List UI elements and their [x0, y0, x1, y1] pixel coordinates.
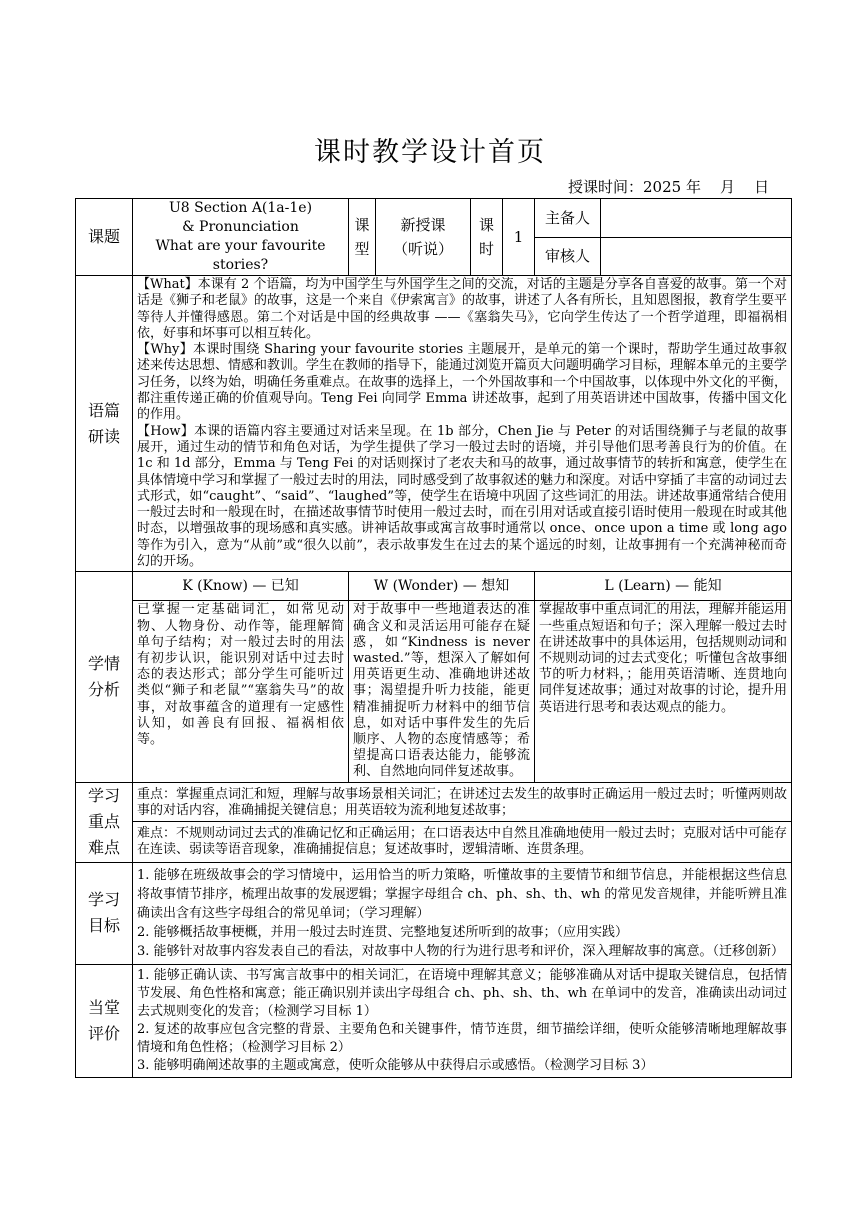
type-value-1: 新授课 [400, 216, 446, 234]
preparer-value [601, 199, 792, 238]
topic-line: & Pronunciation [182, 219, 299, 235]
assessment-content [133, 964, 792, 1077]
assessment-item: 3. 能够明确阐述故事的主题或寓意，使听众能够从中获得启示或感悟。（检测学习目标 3） [137, 1057, 654, 1073]
know-header: K (Know) — 已知 [133, 572, 349, 601]
learn-header: L (Learn) — 能知 [535, 572, 792, 601]
wonder-header: W (Wonder) — 想知 [349, 572, 535, 601]
assessment-label [76, 964, 133, 1077]
what-paragraph: 【What】本课有 2 个语篇，均为中国学生与外国学生之间的交流，对话的主题是分享各自喜爱的故事。第一个对话是《狮子和老鼠》的故事，这是一个来自《伊索寓言》的故事，讲述了人各有所长，且知恩图报，教育学生要平等待人并懂得感恩。第二个对话是中国的经典故事 ——《塞翁失马》，它向学生传达了一个哲学道理，即福祸相依，好事和坏事可以相互转化。 [137, 277, 788, 341]
why-paragraph: 【Why】本课时围绕 Sharing your favourite stories 主题展开，是单元的第一个课时，帮助学生通过故事叙述来传达思想、情感和教训。学生在教师的指导下，能通过浏览开篇页大问题明确学习目标，理解本单元的主要学习任务，以终为始，明确任务重难点。在故事的选择上，一个外国故事和一个中国故事，以体现中外文化的平衡，都注重传递正确的价值观导向。Teng Fei 向同学 Emma 讲述故事，起到了用英语讲述中国故事，传播中国文化的作用。 [137, 342, 788, 423]
key-difficult-label [76, 782, 133, 862]
text-study-content [133, 276, 792, 572]
difficult-points-content: 难点：不规则动词过去式的准确记忆和正确运用；在口语表达中自然且准确地使用一般过去时；克服对话中可能存在连读、弱读等语音现象，准确捕捉信息；复述故事时，逻辑清晰、连贯条理。 [133, 822, 792, 863]
wonder-content: 对于故事中一些地道表达的准确含义和灵活运用可能存在疑惑，如“Kindness is never wasted.”等，想深入了解如何用英语更生动、准确地讲述故事；渴望提升听力技能，能更精准捕捉听力材料中的细节信息，如对话中事件发生的先后顺序、人物的态度情感等；希望提高口语表达能力，能够流利、自然地向同伴复述故事。 [349, 601, 535, 782]
topic-label: 课题 [76, 199, 133, 276]
objectives-label [76, 862, 133, 964]
key-points-content: 重点：掌握重点词汇和短，理解与故事场景相关词汇；在讲述过去发生的故事时正确运用一般过去时；听懂两则故事的对话内容，准确捕捉关键信息；用英语较为流利地复述故事； [133, 782, 792, 822]
learner-analysis-label-2: 分析 [87, 679, 120, 699]
type-value-2: （听说） [392, 240, 453, 258]
type-label-2: 型 [354, 240, 370, 258]
reviewer-value [601, 237, 792, 276]
text-study-label-2: 研读 [87, 426, 120, 446]
objectives-label-1: 学习 [87, 890, 120, 910]
topic-line: What are your favourite stories? [155, 238, 326, 273]
objective-item: 2. 能够概括故事梗概，并用一般过去时连贯、完整地复述所听到的故事；（应用实践） [137, 924, 629, 940]
type-label-1: 课 [354, 216, 370, 234]
period-label-1: 课 [478, 216, 494, 234]
assessment-item: 2. 复述的故事应包含完整的背景、主要角色和关键事件，情节连贯，细节描绘详细，使听众能够清晰地理解故事情境和角色性格；（检测学习目标 2） [137, 1021, 787, 1055]
period-value: 1 [503, 199, 535, 276]
assessment-label-2: 评价 [87, 1023, 120, 1043]
text-study-label [76, 276, 133, 572]
key-difficult-label-3: 难点 [87, 838, 120, 858]
assessment-item: 1. 能够正确认读、书写寓言故事中的相关词汇，在语境中理解其意义；能够准确从对话中提取关键信息，包括情节发展、角色性格和寓意；能正确识别并读出字母组合 ch、ph、sh、th、wh 在单词中的发音，准确读出动词过去式规则变化的发音；（检测学习目标 1） [137, 967, 787, 1019]
learn-content: 掌握故事中重点词汇的用法，理解并能运用一些重点短语和句子；深入理解一般过去时在讲述故事中的具体运用，包括规则动词和不规则动词的过去式变化；听懂包含故事细节的听力材料，；能用英语清晰、连贯地向同伴复述故事；通过对故事的讨论，提升用英语进行思考和表达观点的能力。 [535, 601, 792, 782]
objectives-label-2: 目标 [87, 916, 120, 936]
key-difficult-label-1: 学习 [87, 786, 120, 806]
type-value [376, 199, 471, 276]
how-paragraph: 【How】本课的语篇内容主要通过对话来呈现。在 1b 部分，Chen Jie 与 Peter 的对话围绕狮子与老鼠的故事展开，通过生动的情节和角色对话，为学生提供了学习一般过去时的语境，并引导他们思考善良行为的价值。在 1c 和 1d 部分，Emma 与 Teng Fei 的对话则探讨了老农夫和马的故事，通过故事情节的转折和寓意，使学生在具体情境中学习和掌握了一般过去时的用法，同时感受到了故事叙述的魅力和深度。对话中穿插了丰富的动词过去式形式，如“caught”、“said”、“laughed”等，使学生在语境中巩固了这些词汇的用法。讲述故事通常结合使用一般过去时和一般现在时，在描述故事情节时使用一般过去时，而在引用对话或直接引语时使用一般现在时或其他时态，以增强故事的现场感和真实感。讲神话故事或寓言故事时通常以 once、once upon a time 或 long ago 等作为引入，意为“从前”或“很久以前”，表示故事发生在过去的某个遥远的时刻，让故事拥有一个充满神秘而奇幻的开场。 [137, 423, 788, 570]
learner-analysis-label [76, 572, 133, 782]
teaching-date: 授课时间：2025 年 月 日 [568, 178, 770, 196]
key-difficult-label-2: 重点 [87, 812, 120, 832]
topic-value [133, 199, 349, 276]
reviewer-label: 审核人 [535, 237, 601, 276]
page-title: 课时教学设计首页 [314, 137, 546, 168]
objective-item: 3. 能够针对故事内容发表自己的看法，对故事中人物的行为进行思考和评价，深入理解故事的寓意。（迁移创新） [137, 943, 785, 959]
lesson-design-table [75, 198, 792, 1078]
period-label [471, 199, 503, 276]
type-label [349, 199, 376, 276]
learner-analysis-label-1: 学情 [87, 653, 120, 673]
assessment-label-1: 当堂 [87, 997, 120, 1017]
period-label-2: 时 [478, 240, 494, 258]
objective-item: 1. 能够在班级故事会的学习情境中，运用恰当的听力策略，听懂故事的主要情节和细节信息，并能根据这些信息将故事情节排序，梳理出故事的发展逻辑；掌握字母组合 ch、ph、sh、th、wh 的常见发音规律，并能听辨且准确读出含有这些字母组合的常见单词；（学习理解） [137, 867, 787, 921]
text-study-label-1: 语篇 [87, 400, 120, 420]
objectives-content [133, 862, 792, 964]
topic-line: U8 Section A(1a-1e) [168, 200, 313, 216]
preparer-label: 主备人 [535, 199, 601, 238]
know-content: 已掌握一定基础词汇，如常见动物、人物身份、动作等，能理解简单句子结构；对一般过去时的用法有初步认识，能识别对话中过去时态的表达形式；部分学生可能听过类似“狮子和老鼠”“塞翁失马”的故事，对故事蕴含的道理有一定感性认知，如善良有回报、福祸相依等。 [133, 601, 349, 782]
